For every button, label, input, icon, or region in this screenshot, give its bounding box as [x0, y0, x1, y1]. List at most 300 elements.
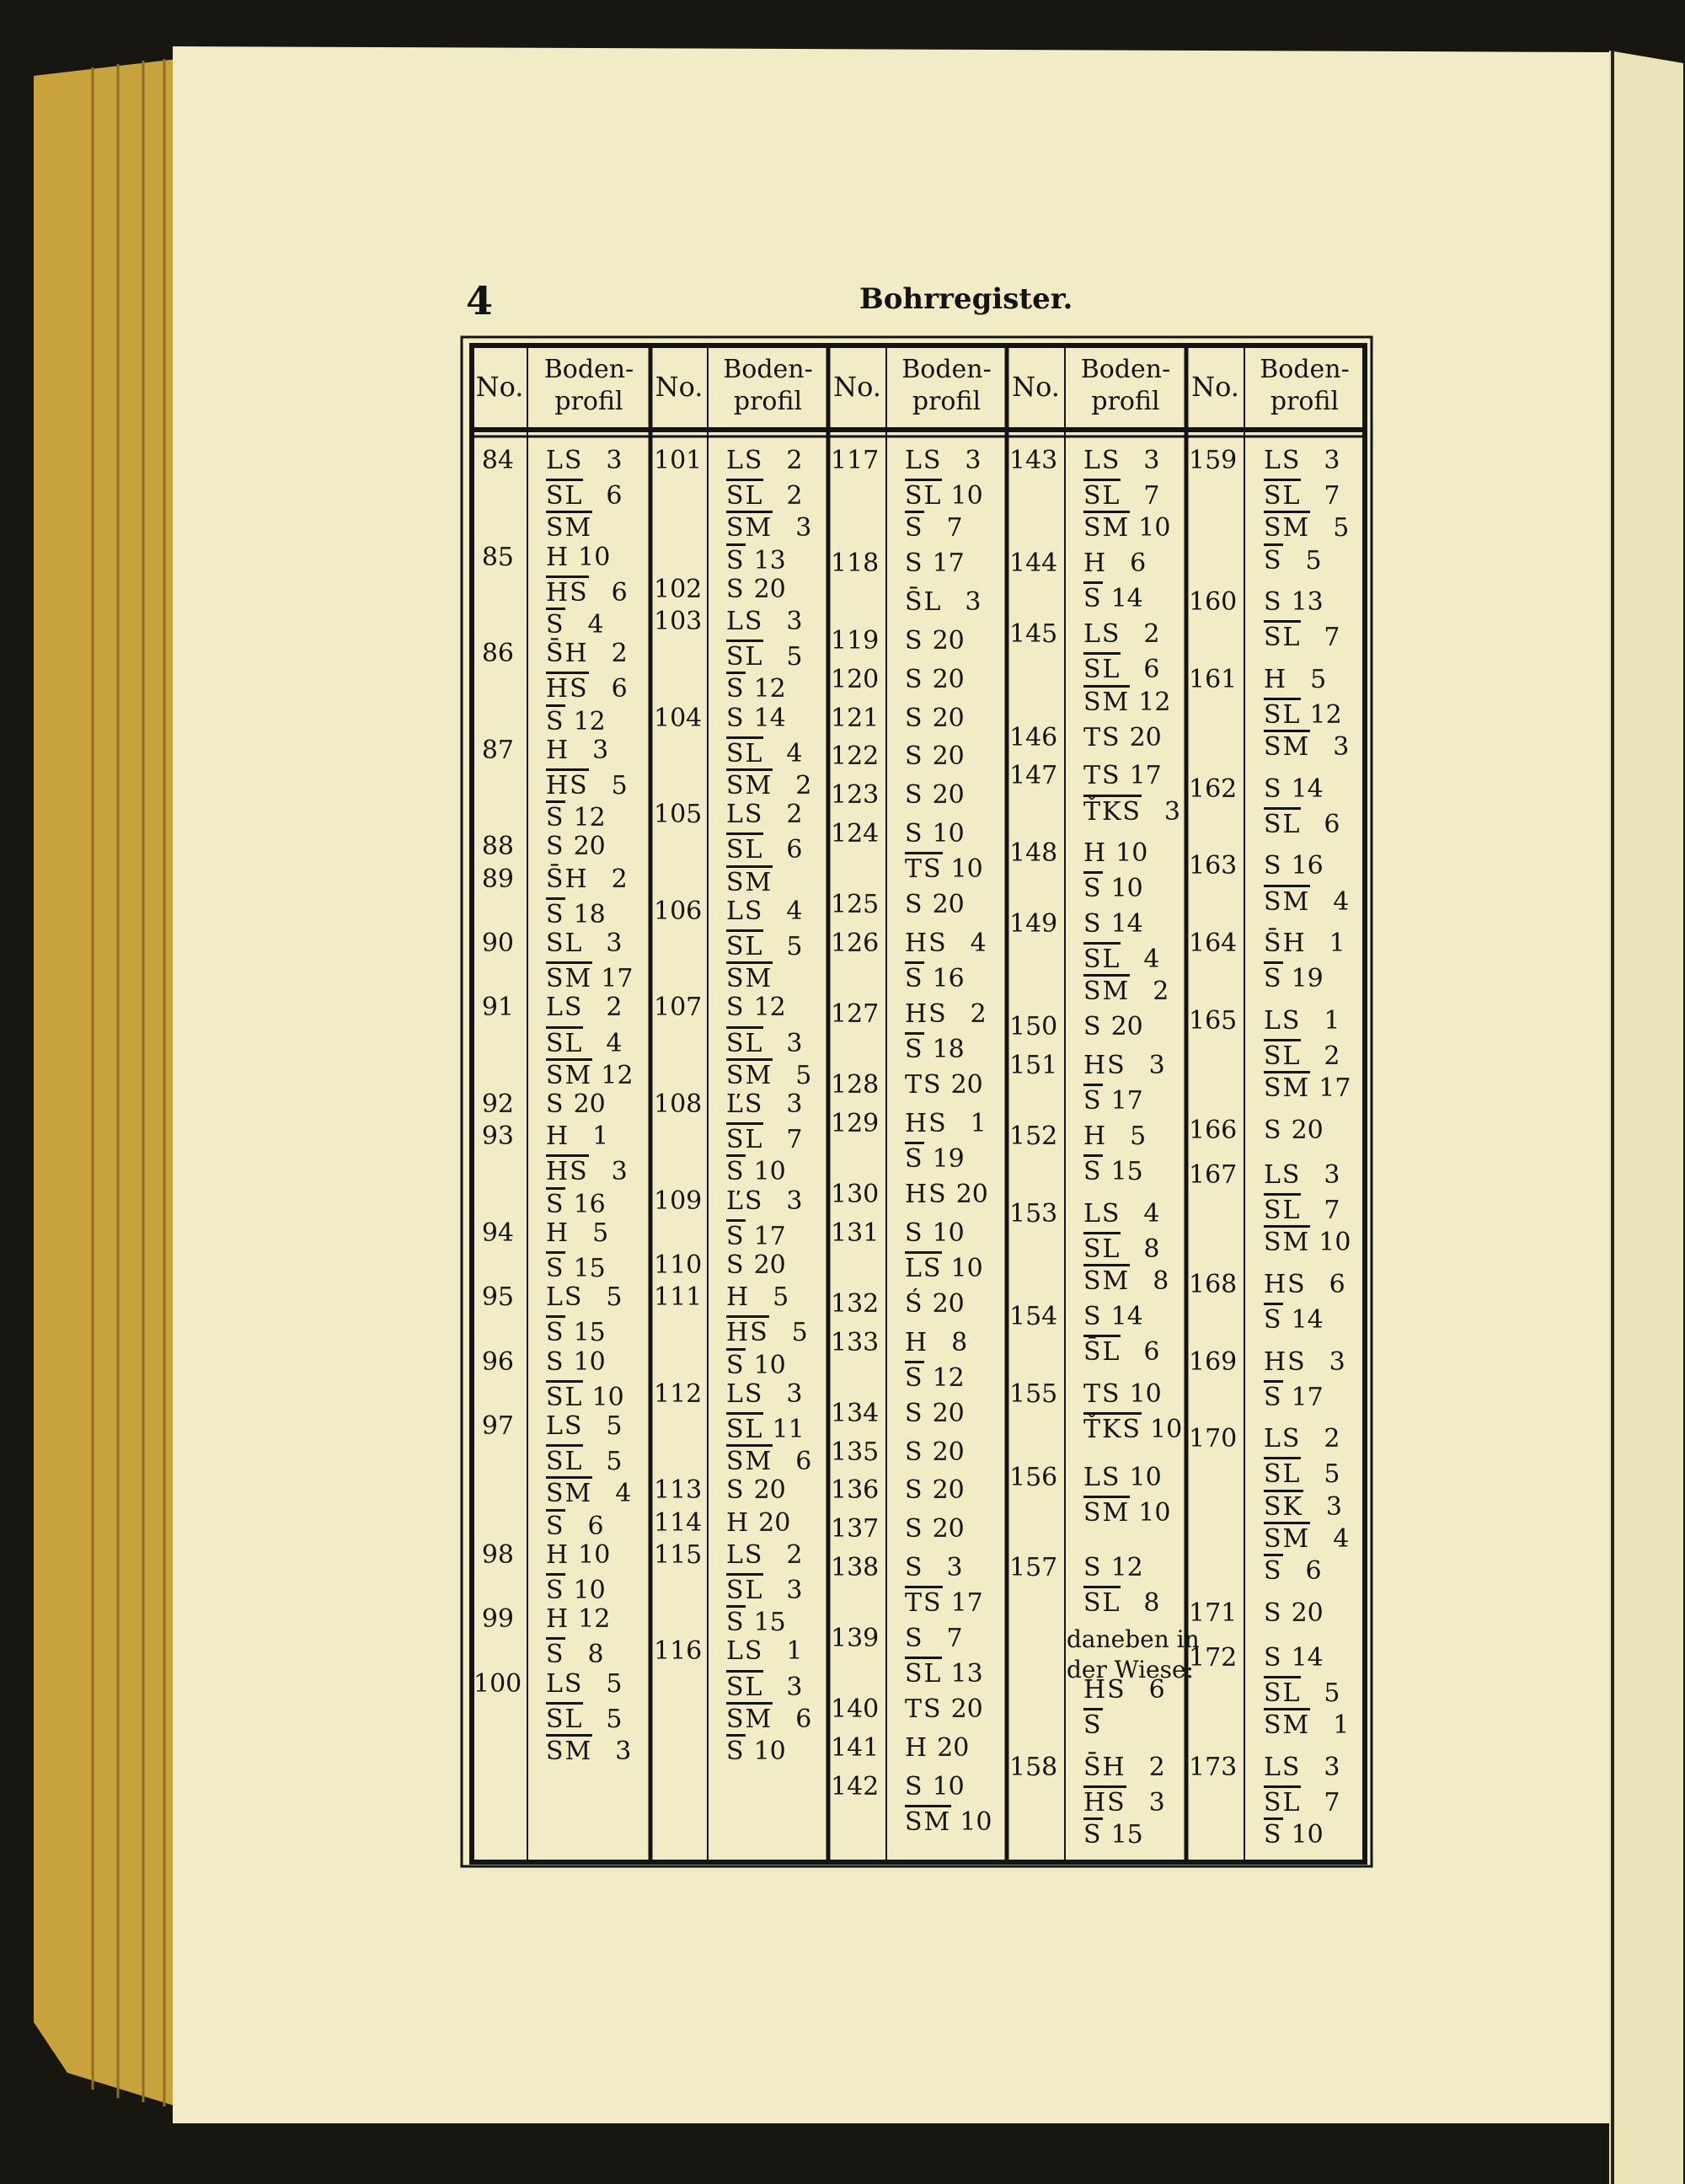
- layer-depth: 10: [1138, 1498, 1171, 1528]
- layer-depth: 20: [950, 1070, 983, 1100]
- note-line: daneben in: [1067, 1625, 1200, 1654]
- profile-layer: [1083, 1785, 1165, 1817]
- profile-layer: [1083, 1303, 1143, 1331]
- layer-depth: 4: [1143, 1198, 1160, 1228]
- profile-layer: [1264, 1785, 1340, 1817]
- layer-depth: 4: [615, 1479, 632, 1509]
- layer-depth: 2: [786, 481, 803, 511]
- layer-code: H: [1083, 1121, 1108, 1152]
- profile-layer: [1083, 1817, 1143, 1849]
- entry-number: 153: [1009, 1198, 1058, 1228]
- layer-depth: 20: [1110, 1012, 1143, 1042]
- profile-layer: [905, 961, 965, 993]
- profile-layer: [905, 479, 983, 511]
- layer-depth: 20: [573, 832, 606, 862]
- layer-depth: 14: [1110, 909, 1143, 939]
- profile-layer: [726, 1734, 786, 1766]
- entry-number: 169: [1189, 1346, 1238, 1377]
- layer-code: ĽS: [726, 1186, 764, 1216]
- layer-depth: 5: [786, 642, 803, 672]
- layer-depth: 18: [932, 1035, 965, 1065]
- entry-number: 99: [481, 1604, 514, 1635]
- layer-depth: 10: [1129, 1463, 1162, 1493]
- header-line: Boden-: [723, 355, 813, 384]
- profile-layer: [1264, 807, 1340, 839]
- profile-layer: [546, 1509, 604, 1541]
- profile-layer: [726, 1444, 811, 1476]
- layer-code: SM: [1083, 511, 1130, 543]
- layer-depth: 10: [1319, 1228, 1351, 1258]
- profile-layer: [1083, 549, 1146, 578]
- layer-code: SL: [1264, 479, 1301, 511]
- column-header-no: No.: [833, 371, 881, 403]
- profile-layer: [1264, 961, 1324, 993]
- entry-number: 126: [831, 929, 880, 958]
- layer-code: H: [546, 1604, 570, 1635]
- profile-layer: [726, 1412, 805, 1444]
- entry-number: 116: [654, 1636, 703, 1667]
- layer-code: H: [1264, 664, 1288, 694]
- profile-layer: [726, 1251, 786, 1280]
- layer-depth: 15: [1110, 1157, 1143, 1187]
- entry-number: 132: [831, 1288, 880, 1319]
- profile-layer: [1083, 910, 1143, 939]
- layer-depth: 10: [950, 854, 983, 885]
- layer-code: S: [905, 780, 924, 811]
- layer-code: SM: [1264, 511, 1310, 543]
- entry-number: 148: [1009, 838, 1058, 869]
- layer-code: TS: [905, 1694, 943, 1725]
- entry-number: 98: [481, 1539, 514, 1570]
- layer-depth: 20: [753, 1250, 786, 1280]
- layer-depth: 14: [1291, 774, 1324, 804]
- entry-number: 154: [1009, 1302, 1058, 1332]
- entry-number: 108: [654, 1089, 703, 1119]
- layer-code: HS: [1083, 1051, 1126, 1081]
- layer-depth: 10: [1291, 1820, 1324, 1850]
- layer-depth: 4: [786, 738, 803, 768]
- entry-number: 97: [481, 1411, 514, 1441]
- entry-number: 161: [1189, 664, 1238, 694]
- layer-depth: 3: [1324, 1160, 1340, 1191]
- entry-number: 133: [831, 1327, 880, 1357]
- layer-code: S: [1264, 1303, 1283, 1335]
- layer-depth: 5: [606, 1282, 623, 1313]
- layer-depth: 10: [960, 1807, 992, 1838]
- layer-depth: 3: [1324, 446, 1340, 475]
- profile-layer: [905, 1734, 969, 1763]
- profile-layer: [726, 1219, 786, 1251]
- layer-code: SM: [726, 1702, 773, 1734]
- layer-code: TS: [1083, 1378, 1121, 1409]
- entry-number: 167: [1189, 1160, 1238, 1191]
- profile-layer: [1083, 511, 1170, 543]
- layer-code: SL: [726, 1122, 763, 1154]
- column-header-no: No.: [1012, 371, 1060, 403]
- entry-number: 88: [481, 832, 514, 862]
- entry-number: 151: [1009, 1051, 1058, 1081]
- layer-code: SL: [1083, 652, 1121, 684]
- layer-code: H: [1083, 838, 1108, 869]
- layer-code: S: [726, 1734, 746, 1766]
- profile-layer: [546, 672, 628, 704]
- profile-layer: [1264, 1708, 1349, 1740]
- layer-code: S: [546, 1089, 565, 1119]
- layer-depth: 15: [1110, 1820, 1143, 1850]
- entry-number: 123: [831, 780, 880, 811]
- profile-layer: [1083, 1708, 1142, 1740]
- layer-code: SM: [905, 1805, 951, 1837]
- layer-code: S: [905, 1437, 924, 1467]
- entry-number: 111: [654, 1282, 703, 1313]
- profile-layer: [726, 1573, 802, 1605]
- profile-layer: [546, 1541, 610, 1570]
- header-line: profil: [1091, 387, 1160, 416]
- layer-depth: 20: [937, 1733, 970, 1763]
- entry-number: 121: [831, 703, 880, 733]
- layer-depth: 5: [606, 1704, 623, 1734]
- layer-depth: 20: [955, 1179, 988, 1209]
- profile-layer: [726, 1637, 802, 1666]
- layer-code: SL: [546, 1444, 583, 1476]
- layer-depth: 10: [753, 1737, 786, 1766]
- layer-depth: 8: [1143, 1234, 1160, 1265]
- entry-number: 112: [654, 1378, 703, 1409]
- layer-depth: 13: [753, 545, 786, 575]
- profile-layer: [1264, 1225, 1351, 1257]
- layer-code: LS: [546, 1411, 584, 1441]
- profile-layer: [546, 543, 610, 572]
- layer-depth: 17: [1291, 1382, 1324, 1412]
- profile-layer: [726, 1122, 802, 1154]
- layer-code: LS: [1264, 446, 1302, 475]
- profile-layer: [905, 1805, 992, 1837]
- entry-number: 106: [654, 896, 703, 926]
- layer-depth: 10: [578, 542, 611, 572]
- profile-layer: [905, 929, 987, 958]
- layer-depth: 14: [1291, 1305, 1324, 1336]
- profile-layer: [546, 1734, 631, 1766]
- entry-number: 128: [831, 1070, 880, 1100]
- profile-layer: [1083, 447, 1159, 475]
- profile-layer: [905, 447, 981, 475]
- layer-code: S: [546, 897, 565, 929]
- layer-code: LS: [546, 1668, 584, 1699]
- header-line: Boden-: [1080, 355, 1171, 384]
- layer-code: S: [1264, 1817, 1283, 1849]
- layer-code: LS: [726, 1636, 764, 1667]
- profile-layer: [726, 704, 786, 733]
- profile-layer: [546, 1412, 622, 1441]
- profile-layer: [905, 1438, 965, 1467]
- layer-depth: 3: [606, 446, 623, 475]
- profile-layer: [1264, 1303, 1324, 1335]
- entry-number: 109: [654, 1186, 703, 1216]
- profile-layer: [726, 608, 802, 636]
- layer-depth: 5: [611, 771, 628, 800]
- layer-depth: 5: [773, 1282, 789, 1313]
- profile-layer: [1083, 1122, 1146, 1151]
- layer-depth: 3: [1163, 796, 1180, 827]
- layer-code: S: [905, 1514, 924, 1544]
- layer-code: HS: [726, 1315, 769, 1347]
- profile-layer: [726, 897, 802, 926]
- layer-code: LS: [546, 1282, 584, 1313]
- layer-depth: 12: [1110, 1553, 1143, 1583]
- layer-depth: 2: [1324, 1041, 1340, 1071]
- layer-depth: 3: [786, 1186, 803, 1216]
- profile-layer: [726, 1541, 802, 1570]
- profile-layer: [546, 1637, 604, 1669]
- layer-code: SL: [546, 479, 583, 511]
- layer-depth: 20: [932, 1398, 965, 1428]
- profile-layer: [1264, 1425, 1340, 1453]
- layer-code: LS: [726, 607, 764, 636]
- layer-depth: 3: [965, 446, 982, 475]
- layer-code: S: [726, 1154, 746, 1186]
- profile-layer: [1083, 724, 1162, 752]
- layer-depth: 10: [753, 1350, 786, 1380]
- layer-depth: 7: [786, 1125, 803, 1155]
- layer-code: S: [905, 549, 924, 579]
- profile-layer: [546, 640, 628, 668]
- profile-layer: [905, 1554, 963, 1582]
- layer-code: S: [546, 1315, 565, 1347]
- layer-code: S: [726, 543, 746, 575]
- layer-depth: 6: [1130, 549, 1147, 579]
- layer-code: SL: [1083, 1232, 1121, 1264]
- layer-depth: 10: [932, 819, 965, 849]
- layer-code: S: [726, 1605, 746, 1637]
- layer-depth: 20: [932, 1437, 965, 1467]
- layer-code: S: [905, 961, 924, 993]
- layer-depth: 5: [606, 1411, 623, 1441]
- layer-depth: 6: [587, 1511, 604, 1541]
- entry-number: 129: [831, 1108, 880, 1138]
- layer-code: SL: [726, 929, 763, 961]
- profile-layer: [1264, 1457, 1340, 1489]
- entry-number: 113: [654, 1475, 703, 1506]
- layer-depth: 1: [1333, 1710, 1350, 1741]
- layer-depth: 6: [611, 674, 628, 704]
- entry-number: 166: [1189, 1115, 1238, 1145]
- profile-layer: [726, 1058, 811, 1090]
- layer-depth: 7: [1324, 623, 1340, 653]
- layer-code: S: [1264, 1115, 1283, 1145]
- layer-code: S: [546, 1187, 565, 1219]
- layer-code: S: [546, 1346, 565, 1377]
- layer-code: S̄L: [1083, 1335, 1121, 1367]
- layer-code: LS: [726, 800, 764, 830]
- profile-layer: [726, 447, 802, 475]
- layer-code: S: [1264, 1643, 1283, 1673]
- profile-layer: [905, 1400, 965, 1428]
- layer-code: S: [1083, 1302, 1103, 1332]
- entry-number: 119: [831, 625, 880, 656]
- profile-layer: [1264, 1071, 1351, 1103]
- entry-number: 138: [831, 1553, 880, 1583]
- layer-depth: 1: [592, 1121, 609, 1152]
- layer-code: S: [726, 1250, 746, 1280]
- layer-depth: 2: [606, 993, 623, 1023]
- layer-depth: 15: [573, 1318, 606, 1348]
- entry-number: 92: [481, 1089, 514, 1119]
- entry-number: 144: [1009, 549, 1058, 579]
- layer-code: S: [905, 625, 924, 656]
- profile-layer: [1083, 581, 1143, 613]
- layer-code: S: [905, 1218, 924, 1248]
- layer-code: S̄H: [546, 864, 589, 894]
- layer-code: SM: [546, 1734, 592, 1766]
- layer-code: HS: [1264, 1346, 1307, 1377]
- layer-depth: 17: [1110, 1086, 1143, 1116]
- layer-code: S: [546, 800, 565, 832]
- profile-layer: [1264, 775, 1324, 804]
- profile-layer: [546, 1573, 606, 1605]
- profile-layer: [905, 1251, 983, 1283]
- layer-depth: 3: [615, 1737, 632, 1766]
- layer-code: SL: [726, 1670, 763, 1702]
- layer-code: S: [905, 1398, 924, 1428]
- profile-layer: [1264, 1193, 1340, 1225]
- profile-layer: [726, 1154, 786, 1186]
- layer-depth: 20: [1291, 1115, 1324, 1145]
- layer-code: S: [1264, 587, 1283, 618]
- profile-layer: [1083, 1554, 1143, 1582]
- layer-depth: 8: [1143, 1588, 1160, 1619]
- profile-layer: [1083, 1496, 1170, 1528]
- profile-layer: [546, 511, 631, 543]
- layer-code: S: [726, 574, 746, 604]
- profile-layer: [546, 1058, 633, 1090]
- profile-layer: [905, 1032, 965, 1064]
- layer-code: SL: [726, 640, 763, 672]
- profile-layer: [726, 736, 802, 768]
- layer-code: S: [1083, 871, 1103, 903]
- header-line: Boden-: [901, 355, 992, 384]
- layer-code: SM: [726, 768, 773, 800]
- entry-number: 146: [1009, 722, 1058, 752]
- layer-depth: 5: [1130, 1121, 1147, 1152]
- layer-depth: 14: [1110, 1302, 1143, 1332]
- layer-code: TS: [1083, 722, 1121, 752]
- layer-depth: 12: [601, 1060, 634, 1090]
- profile-layer: [726, 1605, 786, 1637]
- layer-code: H: [726, 1507, 751, 1538]
- profile-layer: [546, 1251, 606, 1283]
- layer-code: SL: [546, 929, 584, 958]
- profile-layer: [905, 1625, 963, 1653]
- layer-code: LS: [905, 1251, 942, 1283]
- layer-depth: 20: [932, 780, 965, 811]
- layer-code: S: [726, 993, 746, 1023]
- profile-layer: [1264, 1599, 1324, 1628]
- profile-layer: [1083, 1586, 1159, 1618]
- layer-code: HS: [905, 1179, 948, 1209]
- layer-depth: 10: [932, 1771, 965, 1801]
- entry-number: 149: [1009, 909, 1058, 939]
- profile-layer: [905, 1515, 965, 1544]
- layer-code: S: [905, 819, 924, 849]
- layer-depth: 5: [791, 1318, 808, 1348]
- column-header-profile: [886, 354, 1007, 418]
- layer-code: S: [1264, 1554, 1283, 1586]
- profile-layer: [905, 1110, 987, 1138]
- profile-layer: [546, 1090, 606, 1119]
- entry-number: 134: [831, 1398, 880, 1428]
- layer-code: SM: [546, 511, 592, 543]
- layer-code: HS: [546, 672, 589, 704]
- layer-depth: 10: [1129, 1378, 1162, 1409]
- profile-layer: [1083, 1084, 1143, 1116]
- profile-layer: [546, 1315, 606, 1347]
- layer-depth: 5: [786, 932, 803, 961]
- layer-depth: 3: [786, 1576, 803, 1605]
- layer-depth: 3: [1324, 1752, 1340, 1782]
- layer-depth: 20: [1129, 722, 1162, 752]
- profile-layer: [905, 1361, 965, 1393]
- layer-depth: 11: [772, 1415, 805, 1444]
- layer-code: S: [1264, 1380, 1283, 1412]
- layer-depth: 2: [786, 446, 803, 475]
- profile-layer: [1264, 543, 1322, 575]
- entry-number: 171: [1189, 1598, 1238, 1628]
- entry-number: 137: [831, 1514, 880, 1544]
- layer-code: S: [1083, 581, 1103, 613]
- layer-code: LS: [726, 1378, 764, 1409]
- header-line: Boden-: [1260, 355, 1350, 384]
- profile-layer: [1264, 511, 1349, 543]
- profile-layer: [905, 891, 965, 919]
- profile-layer: [1264, 588, 1324, 617]
- layer-code: H: [1083, 549, 1108, 579]
- entry-number: 155: [1009, 1378, 1058, 1409]
- profile-layer: [905, 1586, 983, 1618]
- profile-layer: [1264, 730, 1349, 762]
- layer-code: SL: [546, 1026, 583, 1058]
- profile-layer: [1264, 1161, 1340, 1190]
- entry-number: 93: [481, 1121, 514, 1152]
- profile-layer: [726, 832, 802, 864]
- layer-depth: 2: [970, 999, 987, 1030]
- layer-depth: 3: [795, 513, 812, 543]
- layer-depth: 5: [1310, 664, 1327, 694]
- entry-number: 170: [1189, 1424, 1238, 1454]
- layer-code: LS: [1083, 446, 1121, 475]
- layer-code: S: [905, 741, 924, 772]
- profile-layer: [546, 479, 622, 511]
- profile-layer: [546, 832, 606, 861]
- layer-code: ĽS: [726, 1089, 764, 1119]
- layer-depth: 6: [786, 835, 803, 865]
- column-header-no: No.: [655, 371, 703, 403]
- layer-code: S: [1083, 1154, 1103, 1186]
- profile-layer: [905, 1657, 983, 1689]
- profile-layer: [1083, 1200, 1159, 1228]
- profile-layer: [1083, 479, 1159, 511]
- layer-code: ŤKS: [1083, 795, 1142, 827]
- profile-layer: [1264, 1271, 1345, 1299]
- entry-number: 91: [481, 993, 514, 1023]
- layer-code: HS: [1264, 1269, 1307, 1299]
- page-title: Bohrregister.: [859, 282, 1073, 316]
- profile-layer: [1264, 666, 1326, 694]
- layer-code: HS: [546, 575, 589, 608]
- entry-number: 145: [1009, 619, 1058, 650]
- layer-code: LS: [726, 446, 764, 475]
- layer-code: SM: [1083, 974, 1130, 1006]
- profile-layer: [905, 511, 963, 543]
